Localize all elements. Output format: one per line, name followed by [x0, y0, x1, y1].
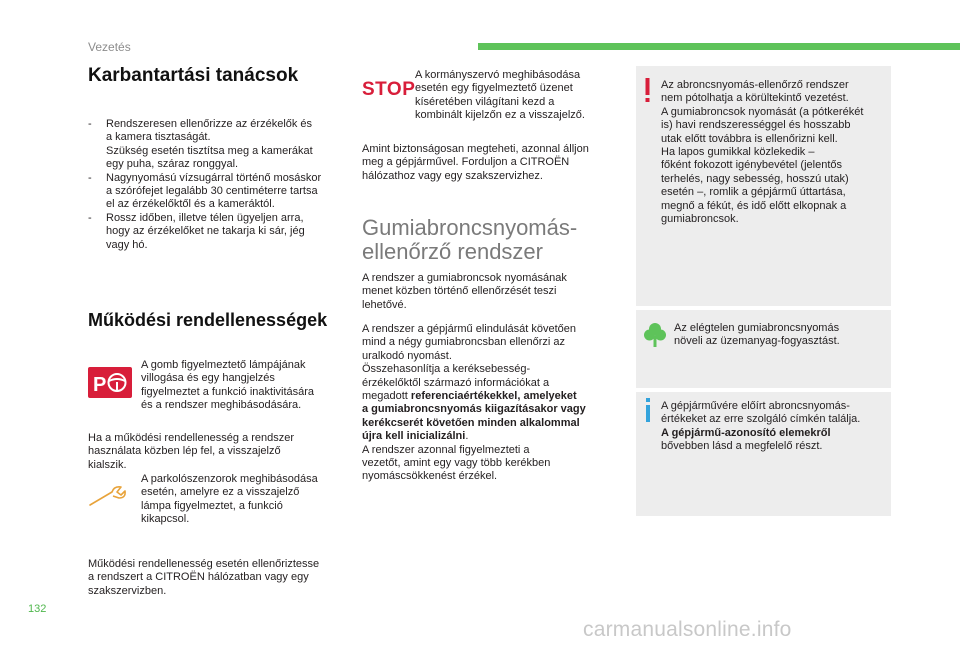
malfunction-title: Működési rendellenességek: [88, 310, 328, 330]
watermark: carmanualsonline.info: [583, 618, 792, 641]
exclamation-icon: [645, 78, 650, 103]
tpms-intro: A rendszer a gumiabroncsok nyomásának menet közben történő ellenőrzését teszi lehetővé.: [362, 272, 567, 311]
when-driving-text: Ha a működési rendellenesség a rendszer használata közben lép fel, a visszajelző kialszik.: [88, 432, 295, 471]
eco-text: Az elégtelen gumiabroncsnyomás növeli az üzemanyag-fogyasztást.: [674, 322, 840, 348]
page-number: 132: [28, 603, 47, 615]
section-label: Vezetés: [88, 40, 131, 54]
stop-advice: Amint biztonságosan megteheti, azonnal álljon meg a gépjárművel. Forduljon a CITROËN hálózathoz vagy egy szakszervizhez.: [362, 143, 589, 182]
wrench-icon: [88, 484, 132, 513]
info-text: [661, 400, 860, 454]
svg-text:P: P: [93, 374, 107, 396]
parking-text: A parkolószenzorok meghibásodása esetén, amelyre ez a visszajelző lámpa figyelmeztet, a funkció kikapcsol.: [141, 473, 318, 526]
list-item: - Rossz időben, illetve télen ügyeljen arra, hogy az érzékelőket ne takarja ki sár, jég vagy hó.: [88, 211, 305, 251]
tpms-description-text: . A rendszer azonnal figyelmezteti a vezetőt, amint egy vagy több kerékben nyomáscsökkenést érzékel.: [362, 430, 551, 483]
section-accent-bar: [478, 43, 960, 50]
eco-tree-icon: [644, 322, 666, 353]
tpms-description-bold: referenciaértékekkel, amelyeket a gumiabroncsnyomás kiigazításakor vagy kerékcserét követően minden alkalommal újra kell inicializálni: [362, 390, 586, 443]
stop-text: A kormányszervó meghibásodása esetén egy figyelmeztető üzenet kíséretében világítani kezd a kombinált kijelzőn ez a visszajelző.: [415, 69, 585, 122]
maintenance-title: Karbantartási tanácsok: [88, 65, 299, 86]
tpms-title: [362, 216, 577, 264]
contact-text: Működési rendellenesség esetén ellenőriztesse a rendszert a CITROËN hálózatban vagy egy szakszervizben.: [88, 558, 320, 597]
stop-icon: STOP: [362, 79, 416, 100]
info-text-part: bővebben lásd a megfelelő részt.: [661, 440, 823, 453]
info-icon: [645, 398, 651, 422]
list-item-text: Nagynyomású vízsugárral történő mosáskor a szórófejet legalább 30 centiméterre tartsa el az érzékelőktől és a kameráktól.: [106, 171, 322, 211]
list-item: - Rendszeresen ellenőrizze az érzékelők és a kamera tisztaságát. Szükség esetén tisztítsa meg a kamerákat egy puha, száraz ronggyal.: [88, 118, 313, 171]
tpms-title-line: Gumiabroncsnyomás-: [362, 215, 578, 240]
info-text-part: A gépjárművére előírt abroncsnyomás- értékeket az erre szolgáló címkén találja.: [661, 400, 861, 426]
list-item-text: Rendszeresen ellenőrizze az érzékelők és a kamera tisztaságát. Szükség esetén tisztítsa meg a kamerákat egy puha, száraz ronggyal.: [106, 118, 313, 171]
tpms-title-line: ellenőrző rendszer: [362, 239, 543, 264]
list-item-text: Rossz időben, illetve télen ügyeljen arra, hogy az érzékelőket ne takarja ki sár, jég vagy hó.: [106, 211, 305, 251]
park-assist-warning-icon: [88, 367, 132, 398]
list-item: - Nagynyomású vízsugárral történő mosáskor a szórófejet legalább 30 centiméterre tartsa el az érzékelőktől és a kameráktól.: [88, 171, 322, 211]
info-text-bold: A gépjármű-azonosító elemekről: [661, 426, 831, 439]
maintenance-list: [88, 118, 353, 252]
warning-text: Az abroncsnyomás-ellenőrző rendszer nem pótolhatja a körültekintő vezetést. A gumiabroncsok nyomását (a pótkerékét is) havi rendszerességgel és hosszabb utak előtt továbbra is ellenőrizni kell. Ha lapos gumikkal közlekedik – főként fokozott igénybevétel (jelentős terhelés, nagy sebesség, hosszú utak) esetén –, romlik a gépjármű úttartása, megnő a fékút, és idő előtt elkopnak a gumiabroncsok.: [661, 79, 864, 226]
tpms-description: [362, 323, 622, 484]
tpms-description-text: A rendszer a gépjármű elindulását követően mind a négy gumiabroncsban ellenőrzi az uralkodó nyomást. Összehasonlítja a keréksebesség- érzékelőktől származó információkat a megadott: [362, 323, 577, 403]
warning-lamp-text: A gomb figyelmeztető lámpájának villogása és egy hangjelzés figyelmeztet a funkció inaktivitására és a rendszer meghibásodására.: [141, 359, 315, 412]
